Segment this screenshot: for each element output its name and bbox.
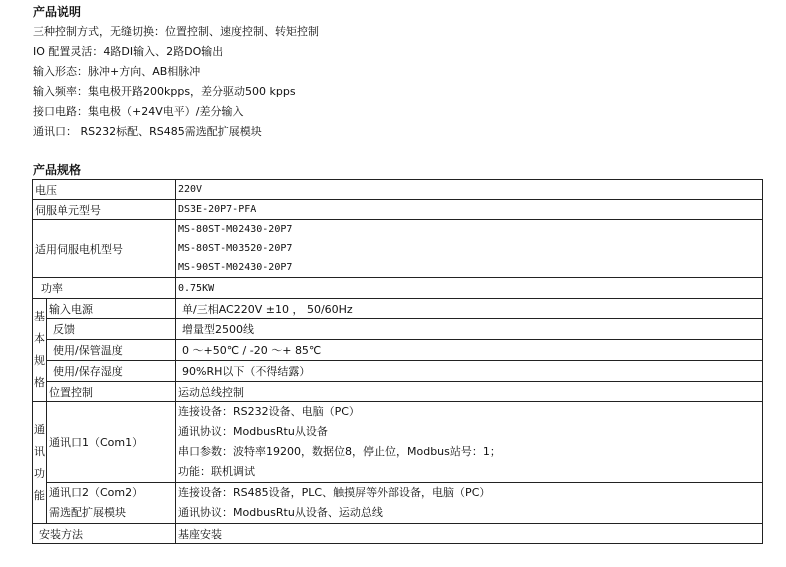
table-row	[33, 299, 763, 319]
table-row	[33, 340, 763, 361]
motor-model-2: MS-80ST-M03520-20P7	[178, 243, 293, 254]
unit-model-label: 伺服单元型号	[33, 200, 176, 220]
table-row	[33, 220, 763, 278]
table-row	[33, 524, 763, 544]
com1-line-2: 通讯协议：ModbusRtu从设备	[178, 425, 328, 438]
motor-model-3: MS-90ST-M02430-20P7	[178, 262, 293, 273]
spec-table	[32, 179, 763, 544]
power-label: 功率	[33, 278, 176, 299]
position-control-label: 位置控制	[47, 382, 176, 402]
table-row	[33, 200, 763, 220]
table-row	[33, 402, 763, 483]
input-power-value: 单/三相AC220V ±10 ， 50/60Hz	[176, 299, 763, 319]
com2-label-1: 通讯口2（Com2）	[49, 486, 144, 499]
intro-line-6: 通讯口： RS232标配、RS485需选配扩展模块	[33, 125, 262, 138]
intro-line-4: 输入频率：集电极开路200kpps，差分驱动500 kpps	[33, 85, 296, 98]
com2-label	[47, 483, 176, 524]
intro-line-2: IO 配置灵活：4路DI输入、2路DO输出	[33, 45, 224, 58]
com1-line-4: 功能：联机调试	[178, 465, 255, 478]
motor-models-value	[176, 220, 763, 278]
motor-models-label: 适用伺服电机型号	[33, 220, 176, 278]
power-value: 0.75KW	[176, 278, 763, 299]
spec-title: 产品规格	[33, 163, 82, 177]
voltage-value: 220V	[176, 180, 763, 200]
com2-line-2: 通讯协议：ModbusRtu从设备、运动总线	[178, 506, 383, 519]
input-power-label: 输入电源	[47, 299, 176, 319]
com1-label: 通讯口1（Com1）	[47, 402, 176, 483]
com2-label-2: 需选配扩展模块	[49, 506, 126, 519]
temperature-value: 0 ～+50℃ / -20 ～+ 85℃	[176, 340, 763, 361]
table-row	[33, 278, 763, 299]
table-row	[33, 319, 763, 340]
intro-line-3: 输入形态：脉冲+方向、AB相脉冲	[33, 65, 201, 78]
table-row	[33, 180, 763, 200]
install-label: 安装方法	[33, 524, 176, 544]
voltage-label: 电压	[33, 180, 176, 200]
motor-model-1: MS-80ST-M02430-20P7	[178, 224, 293, 235]
com2-line-1: 连接设备：RS485设备，PLC、触摸屏等外部设备，电脑（PC）	[178, 486, 491, 499]
feedback-label: 反馈	[47, 319, 176, 340]
com1-line-1: 连接设备：RS232设备、电脑（PC）	[178, 405, 360, 418]
temperature-label: 使用/保管温度	[47, 340, 176, 361]
install-value: 基座安装	[176, 524, 763, 544]
position-control-value: 运动总线控制	[176, 382, 763, 402]
feedback-value: 增量型2500线	[176, 319, 763, 340]
intro-title: 产品说明	[33, 5, 82, 19]
com1-value	[176, 402, 763, 483]
humidity-value: 90%RH以下（不得结露）	[176, 361, 763, 382]
humidity-label: 使用/保存湿度	[47, 361, 176, 382]
unit-model-value: DS3E-20P7-PFA	[176, 200, 763, 220]
table-row	[33, 361, 763, 382]
basic-group-label: 基 本 规 格	[33, 299, 47, 402]
com1-line-3: 串口参数：波特率19200，数据位8，停止位，Modbus站号：1；	[178, 445, 501, 458]
com2-value	[176, 483, 763, 524]
comm-group-label: 通 讯 功 能	[33, 402, 47, 524]
intro-line-5: 接口电路：集电极（+24V电平）/差分输入	[33, 105, 244, 118]
intro-line-1: 三种控制方式，无缝切换：位置控制、速度控制、转矩控制	[33, 25, 319, 38]
table-row	[33, 382, 763, 402]
table-row	[33, 483, 763, 524]
